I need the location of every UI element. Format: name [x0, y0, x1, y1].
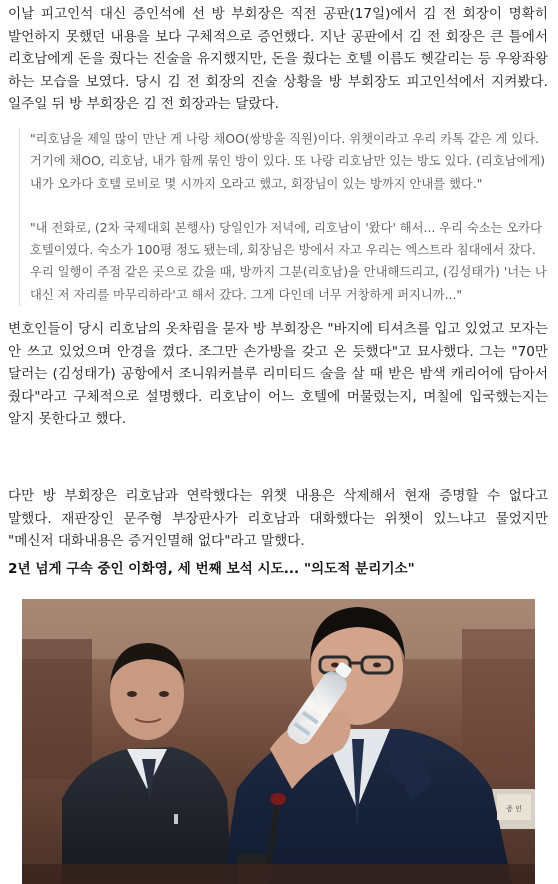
nameplate — [497, 794, 531, 820]
article-paragraph-1: 이날 피고인석 대신 증인석에 선 방 부회장은 직전 공판(17일)에서 김 전 회장이 명확히 발언하지 못했던 내용을 보다 구체적으로 증언했다. 지난 공판에서 김 전 회장은 큰 틀에서 리호남에게 돈을 줬다는 진술을 유지했지만, 돈을 줬다는 호텔 이름도 헷갈리는 등 우왕좌왕 하는 모습을 보였다. 당시 김 전 회장의 진술 상황을 방 부회장도 피고인석에서 지켜봤다. 일주일 뒤 방 부회장은 김 전 회장과는 달랐다. — [8, 6, 548, 112]
nameplate-text: 증 인 — [506, 805, 522, 813]
quote-2: "내 전화로, (2차 국제대회 본행사) 당일인가 저녁에, 리호남이 '왔다' 해서... 우리 숙소는 오카다 호텔이였다. 숙소가 100평 정도 됐는데, 회장님은 방에서 자고 우리는 엑스트라 침대에서 잤다. 우리 일행이 주점 같은 곳으로 갔을 때, 방까지 그분(리호남)을 안내해드리고, (김성태가) '너는 나 대신 저 자리를 마무리하라'고 해서 갔다. 그게 다인데 너무 거창하게 퍼지니까..." — [30, 220, 547, 302]
article-subheading: 2년 넘게 구속 중인 이화영, 세 번째 보석 시도... "의도적 분리기소" — [8, 561, 415, 577]
article-paragraph-2: 변호인들이 당시 리호남의 옷차림을 묻자 방 부회장은 "바지에 티셔츠를 입고 있었고 모자는 안 쓰고 있었으며 안경을 꼈다. 조그만 손가방을 갖고 온 듯했다"고 묘사했다. 그는 "70만 달러는 (김성태가) 공항에서 조니워커블루 리미티드 술을 살 때 받은 밤색 캐리어에 담아서 줬다"라고 구체적으로 설명했다. 리호남이 어느 호텔에 머물렀는지, 며칠에 입국했는지는 알지 못한다고 했다. — [8, 321, 548, 427]
courtroom-photo-illustration — [22, 599, 535, 884]
article-photo — [22, 599, 535, 884]
article-paragraph-3: 다만 방 부회장은 리호남과 연락했다는 위챗 내용은 삭제해서 현재 증명할 수 없다고 말했다. 재판장인 문주형 부장판사가 리호남과 대화했다는 위챗이 있느냐고 물었지만 "메신저 대화내용은 증거인멸해 없다"라고 말했다. — [8, 488, 548, 549]
quote-1: "리호남을 제일 많이 만난 게 나랑 채OO(쌍방울 직원)이다. 위챗이라고 우리 카톡 같은 게 있다. 거기에 채OO, 리호남, 내가 함께 묶인 방이 있다. 또 나랑 리호남만 있는 방도 있다. (리호남에게) 내가 오카다 호텔 로비로 몇 시까지 오라고 했고, 회장님이 있는 방까지 안내를 했다." — [30, 132, 546, 191]
quote-block — [19, 128, 555, 306]
